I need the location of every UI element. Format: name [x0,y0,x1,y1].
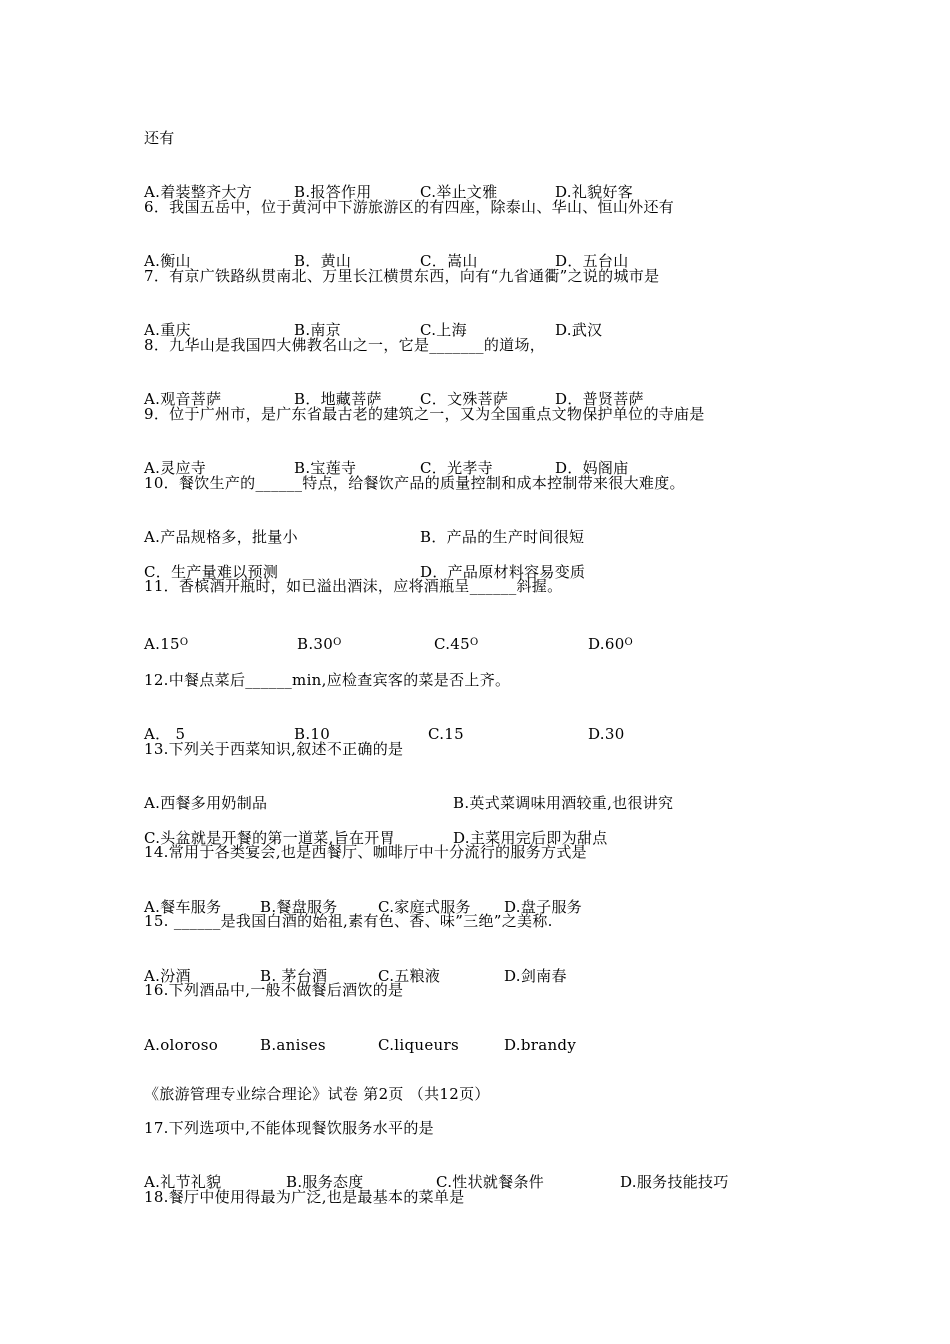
option-c: C.15 [428,725,464,743]
question-text: 12.中餐点菜后______min,应检查宾客的菜是否上齐。 [144,671,511,689]
options-row [144,369,644,409]
question-text: 16.下列酒品中,一般不做餐后酒饮的是 [144,981,404,999]
question-text: 17.下列选项中,不能体现餐饮服务水平的是 [144,1119,434,1137]
option-b: B. 茅台酒 [260,967,328,985]
options-row [144,231,629,271]
option-c: C.举止文雅 [420,183,498,201]
degree-mark: O [179,637,189,648]
question-text: 还有 [144,129,175,147]
option-d: D．五台山 [555,252,629,270]
option-c: C.上海 [420,321,467,339]
options-row [144,773,674,813]
option-d: D．普贤菩萨 [555,390,644,408]
option-c: C.性状就餐条件 [436,1173,545,1191]
option-a-text: A.15 [144,635,180,653]
option-a: A.着装整齐大方 [144,183,253,201]
option-c: C.头盆就是开餐的第一道菜,旨在开胃 [144,829,395,847]
question-text: 18.餐厅中使用得最为广泛,也是最基本的菜单是 [144,1188,465,1206]
option-a: A.西餐多用奶制品 [144,794,268,812]
options-row [144,300,603,340]
option-a [144,634,188,657]
option-b: B.餐盘服务 [260,898,338,916]
option-b: B.南京 [294,321,341,339]
option-b: B．产品的生产时间很短 [420,528,585,546]
options-row [144,1015,577,1055]
question-text: 14.常用于各类宴会,也是西餐厅、咖啡厅中十分流行的服务方式是 [144,843,587,861]
option-a: A.汾酒 [144,967,191,985]
option-b [297,634,342,657]
option-a: A.观音菩萨 [144,390,222,408]
question-text: 8．九华山是我国四大佛教名山之一，它是_______的道场， [144,336,546,354]
option-b: B.英式菜调味用酒较重,也很讲究 [453,794,674,812]
option-b: B.anises [260,1036,326,1054]
option-d-text: D.60 [588,635,625,653]
option-d: D.剑南春 [504,967,567,985]
option-d: D.礼貌好客 [555,183,634,201]
question-text: 11．香槟酒开瓶时，如已溢出酒沫，应将酒瓶呈______斜握。 [144,577,563,595]
options-row [144,614,634,654]
question-text: 6．我国五岳中，位于黄河中下游旅游区的有四座，除泰山、华山、恒山外还有 [144,198,675,216]
degree-mark: O [470,637,479,648]
question-text: 7．有京广铁路纵贯南北、万里长江横贯东西，向有“九省通衢”之说的城市是 [144,267,660,285]
question-text: 9．位于广州市，是广东省最古老的建筑之一，又为全国重点文物保护单位的寺庙是 [144,405,705,423]
question-text: 15. ______是我国白酒的始祖,素有色、香、味”三绝”之美称. [144,912,553,930]
option-d: D.30 [588,725,625,743]
options-row [144,162,634,202]
question-text: 10．餐饮生产的______特点，给餐饮产品的质量控制和成本控制带来很大难度。 [144,474,685,492]
option-a: A.衡山 [144,252,191,270]
option-c: C.家庭式服务 [378,898,471,916]
option-b: B.10 [294,725,331,743]
option-b-text: B.30 [297,635,334,653]
options-row [144,704,625,744]
option-a: A.礼节礼貌 [144,1173,222,1191]
options-row [144,1152,729,1192]
page-footer: 《旅游管理专业综合理论》试卷 第2页 （共12页） [144,1085,490,1103]
option-d: D．妈阁庙 [555,459,629,477]
option-c: C．光孝寺 [420,459,493,477]
option-c: C.liqueurs [378,1036,459,1054]
option-b: B.服务态度 [286,1173,364,1191]
option-c [434,634,479,657]
option-a: A.重庆 [144,321,191,339]
option-d [588,634,633,657]
option-b: B.宝莲寺 [294,459,357,477]
options-row [144,507,585,547]
question-text: 13.下列关于西菜知识,叙述不正确的是 [144,740,404,758]
option-c-text: C.45 [434,635,470,653]
option-c: C．嵩山 [420,252,478,270]
degree-mark: O [333,637,342,648]
option-a: A.灵应寺 [144,459,207,477]
option-b: B．黄山 [294,252,352,270]
option-d: D.武汉 [555,321,603,339]
option-d: D.服务技能技巧 [620,1173,729,1191]
option-c: C．生产量难以预测 [144,563,279,581]
option-c: C.五粮液 [378,967,441,985]
option-a: A． 5 [144,725,186,743]
options-row [144,438,629,478]
option-d: D．产品原材料容易变质 [420,563,586,581]
option-d: D.盘子服务 [504,898,583,916]
option-d: D.主菜用完后即为甜点 [453,829,608,847]
degree-mark: O [624,637,634,648]
option-a: A.oloroso [144,1036,219,1054]
option-a: A.餐车服务 [144,898,222,916]
option-c: C．文殊菩萨 [420,390,509,408]
option-b: B．地藏菩萨 [294,390,382,408]
option-b: B.报答作用 [294,183,372,201]
option-d: D.brandy [504,1036,577,1054]
option-a: A.产品规格多，批量小 [144,528,298,546]
